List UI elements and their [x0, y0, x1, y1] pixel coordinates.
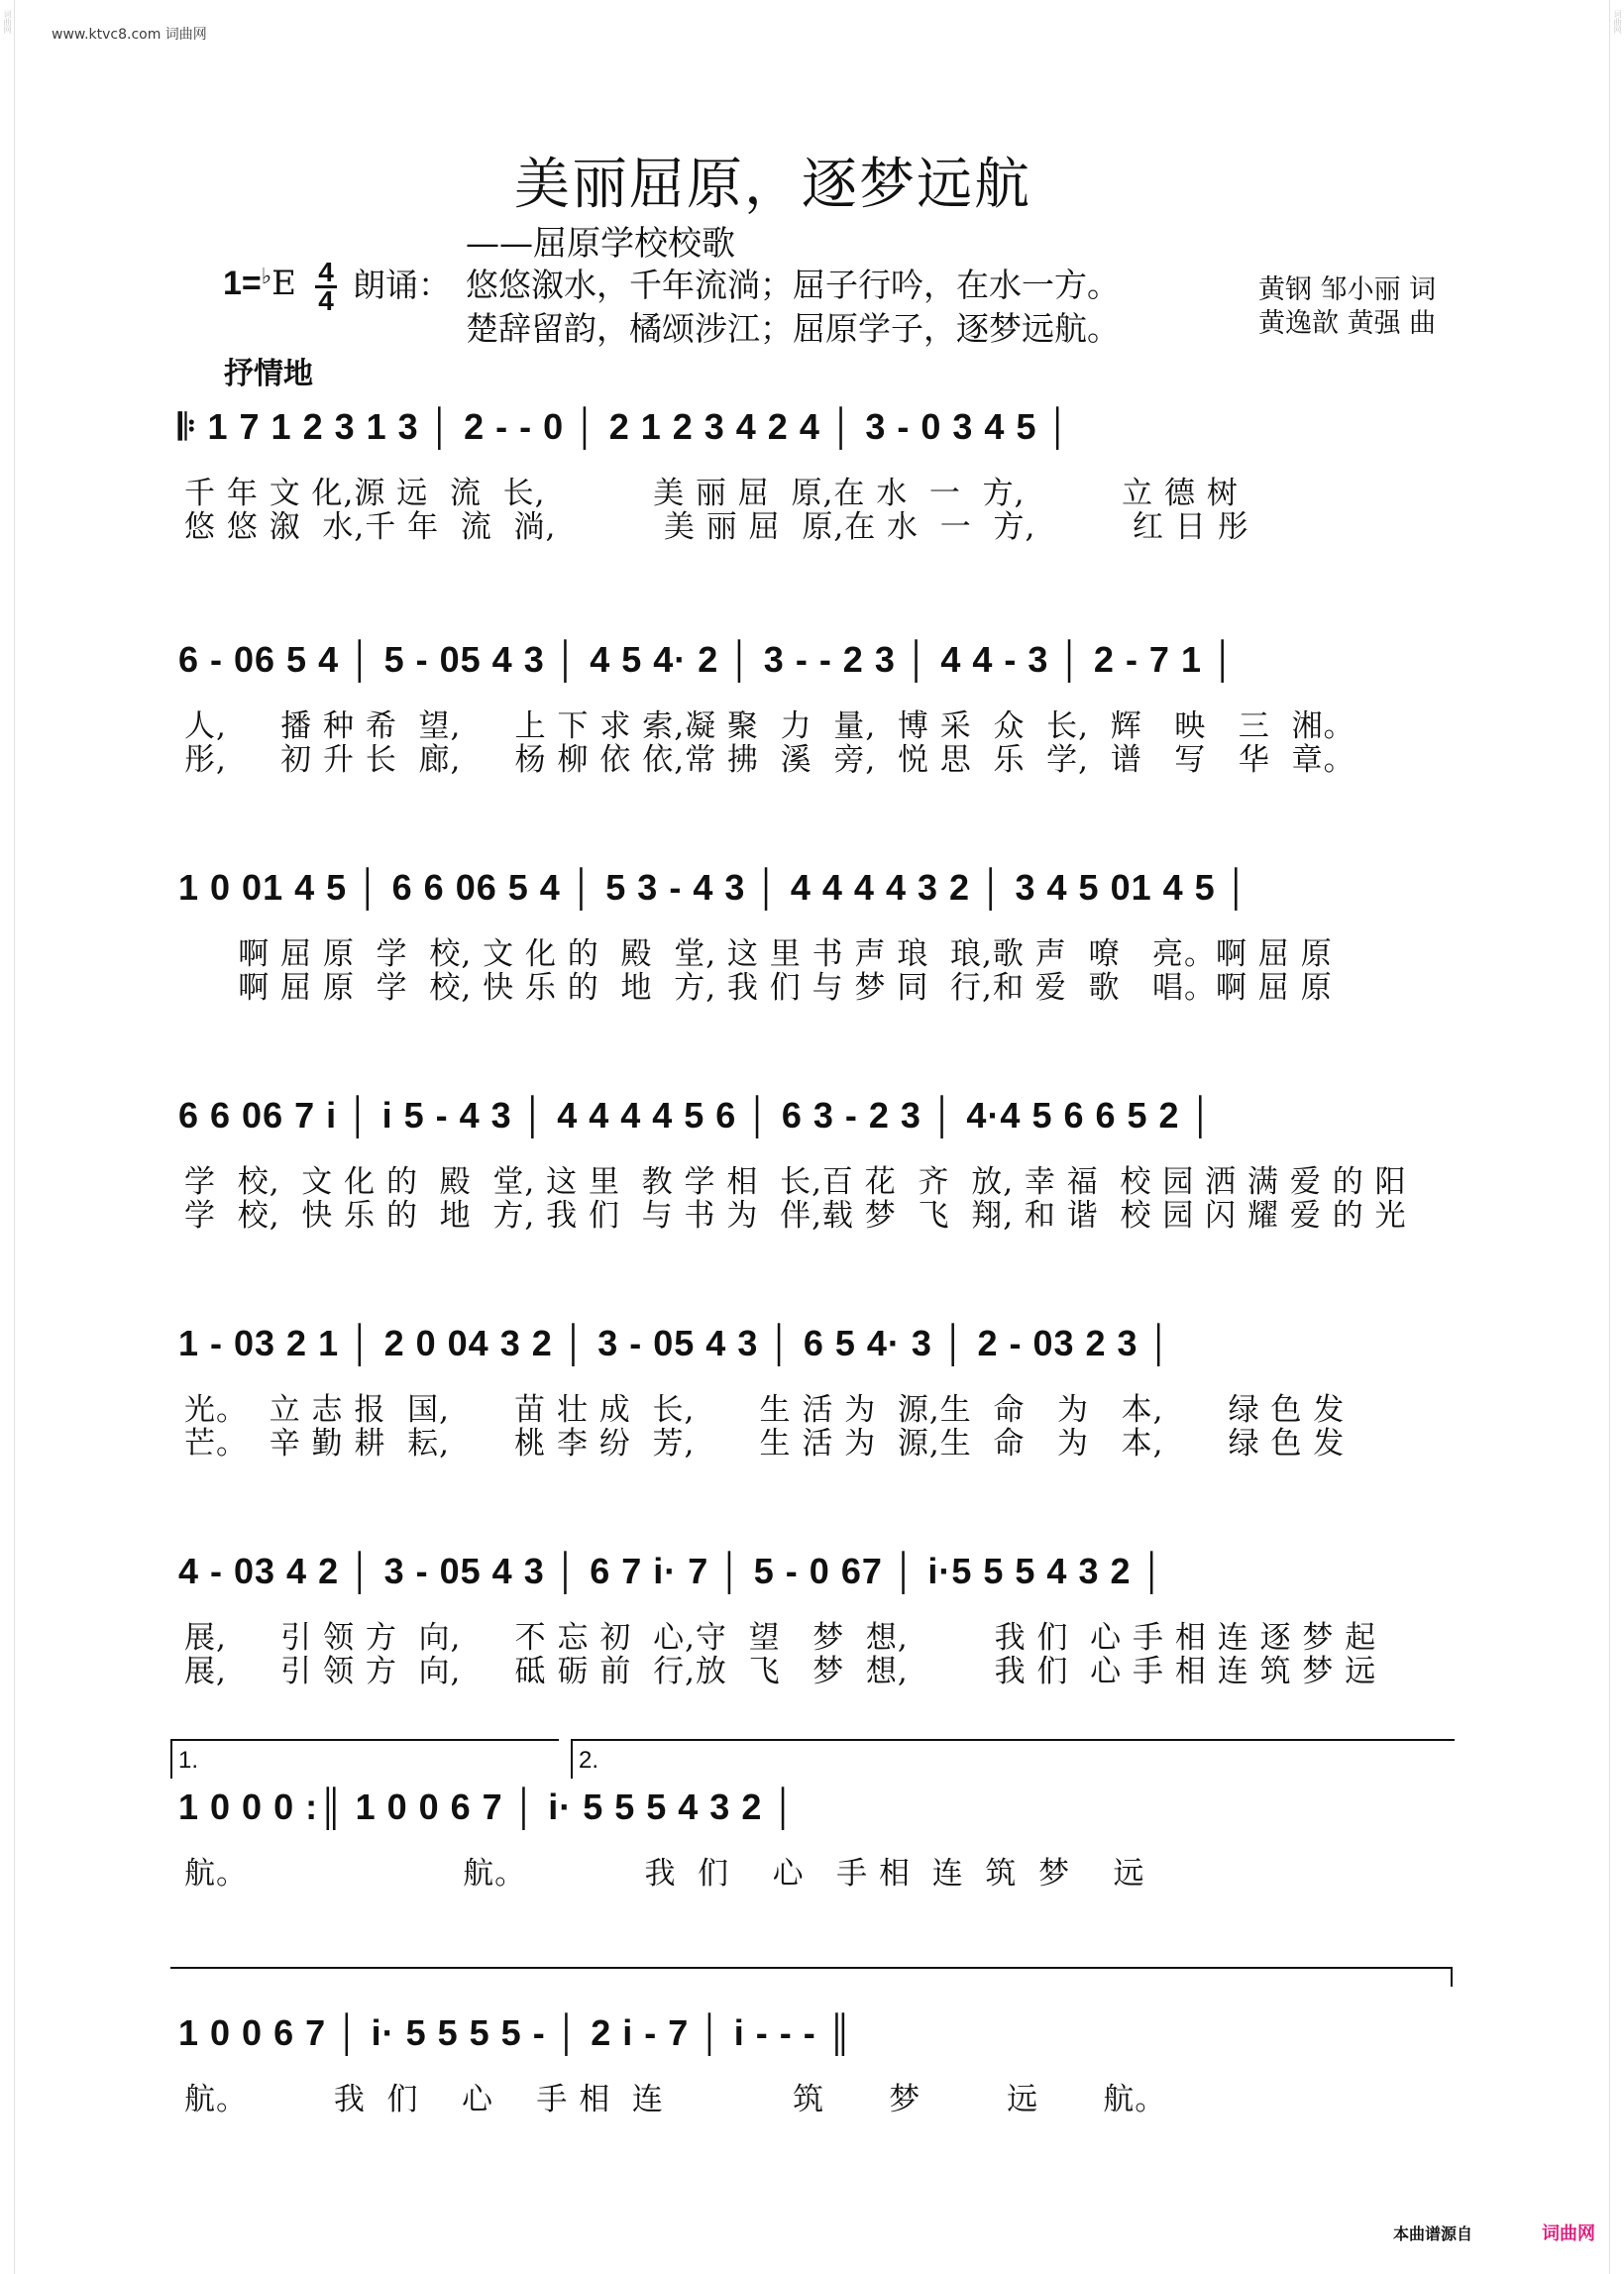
recitation-line-2: 楚辞留韵，橘颂涉江；屈原学子，逐梦远航。 [466, 309, 1120, 348]
left-margin-strip [0, 0, 15, 2274]
lyric-verse-2: 学 校, 快 乐 的 地 方, 我 们 与 书 为 伴,载 梦 飞 翔, 和 谐 校 园 闪 耀 爱 的 光 [184, 1198, 1407, 1234]
lyric-verse-1: 千 年 文 化,源 远 流 长, 美 丽 屈 原,在 水 一 方, 立 德 树 [184, 476, 1239, 511]
song-title: 美丽屈原，逐梦远航 [514, 153, 1031, 217]
notation-line: 𝄆 1 7 1 2 3 1 3 │ 2 - - 0 │ 2 1 2 3 4 2 4 │ 3 - 0 3 4 5 │ [178, 406, 1071, 447]
lyric-verse-2: 彤, 初 升 长 廊, 杨 柳 依 依,常 拂 溪 旁, 悦 思 乐 学, 谱 写 华 章。 [184, 742, 1355, 778]
lyric-verse-1: 啊 屈 原 学 校, 文 化 的 殿 堂, 这 里 书 声 琅 琅,歌 声 嘹 亮。啊 屈 原 [184, 936, 1333, 972]
meter-bottom: 4 [318, 285, 334, 316]
time-signature [315, 257, 337, 316]
lyric-verse-1: 航。 我 们 心 手 相 连 筑 梦 远 航。 [184, 2082, 1167, 2117]
notation-line: 1 0 0 0 :║ 1 0 0 6 7 │ i· 5 5 5 4 3 2 │ [178, 1787, 797, 1827]
notation-line: 1 0 0 6 7 │ i· 5 5 5 5 - │ 2 i - 7 │ i - - - ║ [178, 2012, 854, 2053]
flat-sign: ♭ [261, 264, 272, 288]
lyric-verse-1: 学 校, 文 化 的 殿 堂, 这 里 教 学 相 长,百 花 齐 放, 幸 福 校 园 洒 满 爱 的 阳 [184, 1164, 1407, 1200]
site-watermark: www.ktvc8.com 词曲网 [52, 27, 207, 43]
song-subtitle: ——屈原学校校歌 [466, 224, 735, 264]
second-ending-bracket [571, 1739, 1455, 1779]
first-ending-label: 1. [178, 1747, 199, 1774]
notation-line: 6 6 06 7 i │ i 5 - 4 3 │ 4 4 4 4 5 6 │ 6 3 - 2 3 │ 4·4 5 6 6 5 2 │ [178, 1095, 1215, 1136]
footer-brand-link[interactable]: 词曲网 [1542, 2223, 1595, 2244]
key-signature [223, 264, 296, 303]
side-watermark: 词曲网 [1613, 10, 1622, 34]
key-name: E [271, 264, 296, 303]
key-prefix: 1= [223, 265, 262, 302]
first-ending-bracket [170, 1739, 559, 1779]
lyric-verse-1: 展, 引 领 方 向, 不 忘 初 心,守 望 梦 想, 我 们 心 手 相 连 逐 梦 起 [184, 1620, 1377, 1656]
lyric-verse-2: 啊 屈 原 学 校, 快 乐 的 地 方, 我 们 与 梦 同 行,和 爱 歌 唱。啊 屈 原 [184, 970, 1333, 1006]
notation-line: 1 0 01 4 5 │ 6 6 06 5 4 │ 5 3 - 4 3 │ 4 4 4 4 3 2 │ 3 4 5 01 4 5 │ [178, 867, 1250, 908]
right-margin-strip [1609, 0, 1624, 2274]
coda-bracket-end [1451, 1967, 1453, 1987]
lyric-verse-2: 芒。 辛 勤 耕 耘, 桃 李 纷 芳, 生 活 为 源,生 命 为 本, 绿 色 发 [184, 1426, 1346, 1462]
tempo-marking: 抒情地 [224, 357, 313, 391]
lyric-verse-1: 光。 立 志 报 国, 苗 壮 成 长, 生 活 为 源,生 命 为 本, 绿 色 发 [184, 1392, 1346, 1428]
lyric-verse-2: 展, 引 领 方 向, 砥 砺 前 行,放 飞 梦 想, 我 们 心 手 相 连 筑 梦 远 [184, 1654, 1377, 1689]
meter-top: 4 [318, 257, 334, 287]
second-ending-label: 2. [579, 1747, 599, 1774]
composer-credit: 黄逸歆 黄强 曲 [1258, 308, 1437, 339]
coda-bracket [170, 1967, 1451, 1969]
lyricist-credit: 黄钢 邹小丽 词 [1258, 274, 1437, 305]
lyric-verse-2: 悠 悠 溆 水,千 年 流 淌, 美 丽 屈 原,在 水 一 方, 红 日 彤 [184, 509, 1249, 545]
recitation-line-1: 悠悠溆水，千年流淌；屈子行吟，在水一方。 [466, 266, 1120, 304]
notation-line: 4 - 03 4 2 │ 3 - 05 4 3 │ 6 7 i· 7 │ 5 - 0 67 │ i·5 5 5 4 3 2 │ [178, 1551, 1165, 1591]
footer-source-text: 本曲谱源自 [1393, 2224, 1473, 2243]
lyric-verse-1: 人, 播 种 希 望, 上 下 求 索,凝 聚 力 量, 博 采 众 长, 辉 映 三 湘。 [184, 708, 1355, 744]
notation-line: 6 - 06 5 4 │ 5 - 05 4 3 │ 4 5 4· 2 │ 3 - - 2 3 │ 4 4 - 3 │ 2 - 7 1 │ [178, 639, 1237, 680]
lyric-verse-1: 航。 航。 我 们 心 手 相 连 筑 梦 远 [184, 1856, 1145, 1892]
notation-line: 1 - 03 2 1 │ 2 0 04 3 2 │ 3 - 05 4 3 │ 6 5 4· 3 │ 2 - 03 2 3 │ [178, 1323, 1173, 1363]
recitation-label: 朗诵： [353, 266, 451, 304]
side-watermark: 词曲网 [3, 10, 12, 34]
